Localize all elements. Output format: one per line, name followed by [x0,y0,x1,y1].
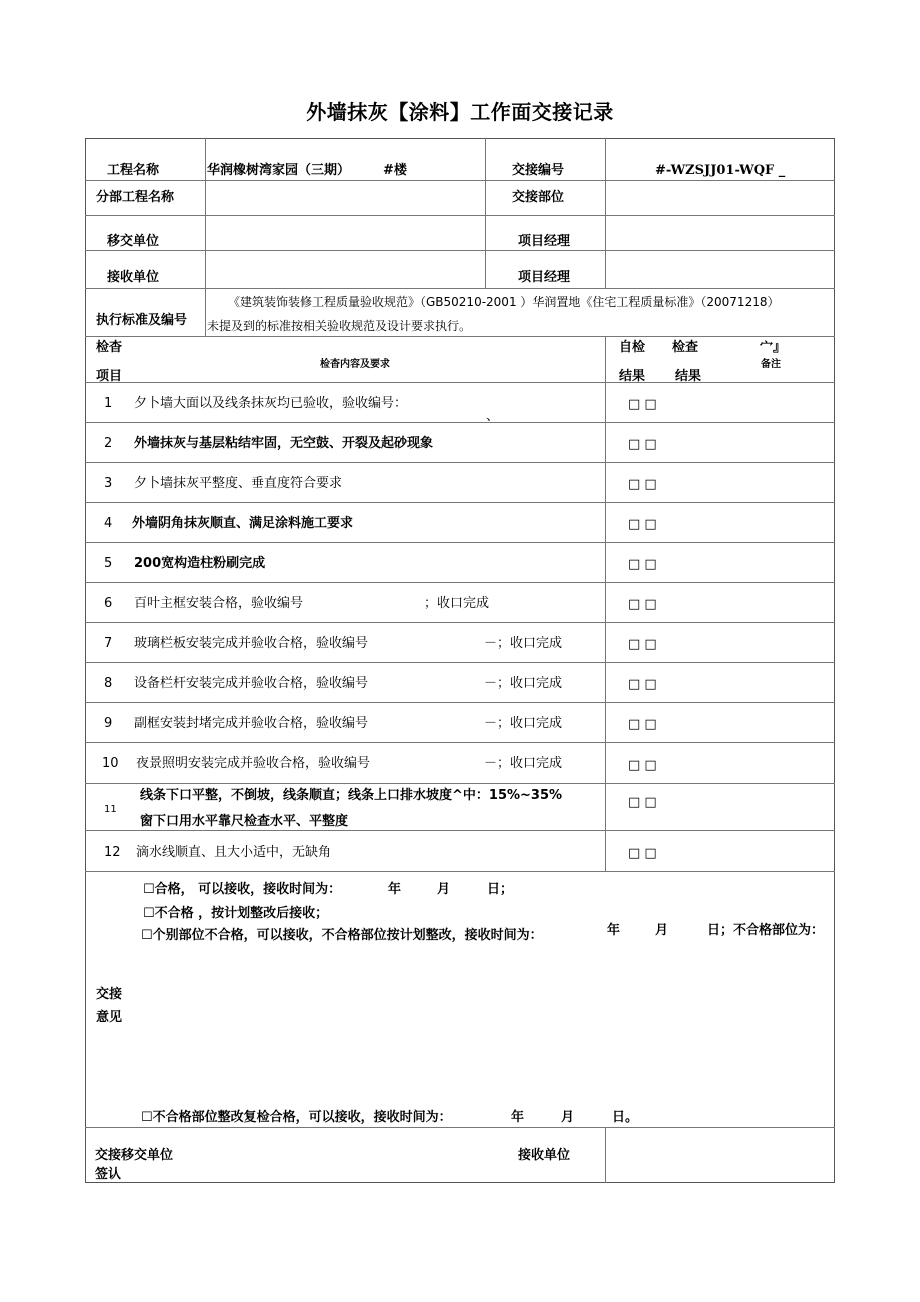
item-number: 6 [104,596,113,611]
item-suffix: －；收口完成 [484,716,563,731]
col-inspect-top: 检查 [672,340,699,355]
result-checkboxes[interactable]: □ □ [628,717,657,732]
col-check-item-top: 检杳 [96,340,123,355]
col-check-item-bottom: 项目 [96,369,123,384]
row-divider [85,1127,835,1128]
result-checkboxes[interactable]: □ □ [628,677,657,692]
item-text: 夕卜墙大面以及线条抹灰均已验收，验收编号： [134,396,408,411]
col-self-check-top: 自检 [619,340,646,355]
date-year: 年 [511,1110,525,1125]
opinion-label-2: 意见 [96,1010,123,1025]
option-partial-accept[interactable]: ☐个别部位不合格，可以接收，不合格部位按计划整改，接收时间为： [141,928,543,943]
subproject-label: 分部工程名称 [96,190,175,205]
row-divider [85,502,835,503]
option-reject[interactable]: ☐不合格 ，按计划整改后接收； [143,906,329,921]
item-number: 9 [104,716,113,731]
date-month: 月 [437,882,451,897]
signature-receiver: 接收单位 [518,1148,571,1163]
item-suffix: －；收口完成 [484,676,563,691]
item-text: 200宽构造柱粉刷完成 [134,556,266,571]
col-divider [605,138,606,288]
item-number: 11 [104,804,117,815]
result-checkboxes[interactable]: □ □ [628,637,657,652]
handover-part-label: 交接部位 [512,190,565,205]
row-divider [85,830,835,831]
receiver-unit-label: 接收单位 [107,270,160,285]
building-suffix: #楼 [383,163,407,178]
item-number: 3 [104,476,113,491]
page-title: 外墙抹灰【涂料】工作面交接记录 [306,100,614,124]
result-checkboxes[interactable]: □ □ [628,437,657,452]
row-divider [85,662,835,663]
col-divider [605,336,606,871]
option-accept[interactable]: ☐合格， 可以接收，接收时间为： [143,882,342,897]
item-number: 5 [104,556,113,571]
result-checkboxes[interactable]: □ □ [628,758,657,773]
result-checkboxes[interactable]: □ □ [628,557,657,572]
standard-line-2: 未提及到的标准按相关验收规范及设计要求执行。 [207,319,472,333]
item-text: 玻璃栏板安装完成并验收合格，验收编号 [134,636,369,651]
result-checkboxes[interactable]: □ □ [628,597,657,612]
item-suffix: ；收口完成 [424,596,490,611]
transfer-unit-label: 移交单位 [107,234,160,249]
date-day: 日。 [612,1110,639,1125]
item-text: 百叶主框安装合格，验收编号 [134,596,304,611]
item-number: 10 [102,756,119,771]
row-divider [85,180,835,181]
col-divider [605,1127,606,1183]
col-divider [485,138,486,288]
row-divider [85,462,835,463]
result-checkboxes[interactable]: □ □ [628,846,657,861]
item-text: 副框安装封堵完成并验收合格，验收编号 [134,716,369,731]
project-name-value: 华润橡树湾家园（三期） [207,163,351,178]
date-month: 月 [655,923,669,938]
project-name-label: 工程名称 [107,163,160,178]
item-text: 夕卜墙抹灰平整度、垂直度符合要求 [134,476,343,491]
row-divider [85,702,835,703]
opinion-label-1: 交接 [96,987,123,1002]
signature-transfer-line-1: 交接移交单位 [95,1148,174,1163]
col-notes: 备注 [761,359,781,370]
item-suffix: －；收口完成 [484,636,563,651]
col-self-check-bottom: 结果 [619,369,646,384]
item-number: 2 [104,436,113,451]
stray-mark: 、 [486,409,500,424]
item-text: 外墙抹灰与基层粘结牢固，无空鼓、开裂及起砂现象 [134,436,434,451]
signature-transfer-line-2: 签认 [95,1167,122,1182]
item-text-line-2: 窗下口用水平靠尺检查水平、平整度 [140,814,349,829]
item-number: 4 [104,516,113,531]
date-year: 年 [607,923,621,938]
row-divider [85,250,835,251]
result-checkboxes[interactable]: □ □ [628,477,657,492]
row-divider [85,288,835,289]
col-inspect-bottom: 结果 [675,369,702,384]
date-year: 年 [388,882,402,897]
item-text: 夜景照明安装完成并验收合格，验收编号 [136,756,371,771]
row-divider [85,622,835,623]
result-checkboxes[interactable]: □ □ [628,397,657,412]
item-number: 1 [104,396,113,411]
date-month: 月 [561,1110,575,1125]
item-number: 12 [104,845,121,860]
item-number: 8 [104,676,113,691]
date-day: 日； [487,882,514,897]
row-divider [85,783,835,784]
result-checkboxes[interactable]: □ □ [628,795,657,810]
item-text: 设备栏杆安装完成并验收合格，验收编号 [134,676,369,691]
item-text: 线条下口平整，不倒坡，线条顺直；线条上口排水坡度^中：15%~35% [140,788,563,803]
handover-no-label: 交接编号 [512,163,565,178]
date-day-fail-parts: 日；不合格部位为： [707,923,825,938]
row-divider [85,382,835,383]
item-text: 外墙阴角抹灰顺直、满足涂料施工要求 [132,516,354,531]
row-divider [85,742,835,743]
row-divider [85,422,835,423]
row-divider [85,542,835,543]
standard-line-1: 《建筑装饰装修工程质量验收规范》（GB50210-2001 ）华润置地《住宅工程质量标准》（20071218） [228,295,780,309]
handover-no-value: #-WZSJJ01-WQF _ [655,163,786,178]
result-checkboxes[interactable]: □ □ [628,517,657,532]
row-divider [85,215,835,216]
col-notes-mark: 宀』 [760,340,787,355]
item-number: 7 [104,636,113,651]
project-manager-label: 项目经理 [518,270,571,285]
row-divider [85,336,835,337]
option-recheck-accept[interactable]: ☐不合格部位整改复检合格，可以接收，接收时间为： [141,1110,452,1125]
row-divider [85,871,835,872]
item-suffix: －；收口完成 [484,756,563,771]
row-divider [85,582,835,583]
col-divider [205,138,206,336]
standard-label: 执行标准及编号 [96,313,188,328]
col-content-header: 检杳内容及要求 [320,359,390,370]
project-manager-label: 项目经理 [518,234,571,249]
item-text: 滴水线顺直、且大小适中，无缺角 [136,845,332,860]
